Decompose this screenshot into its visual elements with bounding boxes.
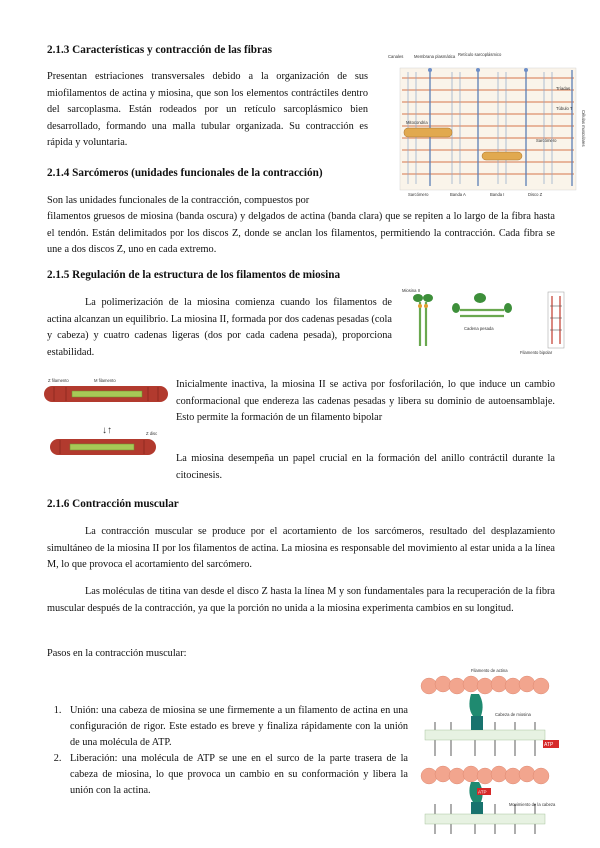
figure-sarcomere-contraction	[44, 377, 169, 463]
fig1-label-vertical: Células musculares	[581, 110, 586, 147]
fig3-label-z-disc: Z disc	[146, 431, 158, 436]
contraction-steps-list	[48, 703, 408, 799]
heading-2-1-6: 2.1.6 Contracción muscular	[47, 498, 179, 510]
fig1-label-sarcomere-right: Sarcómero	[536, 138, 557, 143]
fig3-label-z: Z filamento	[48, 378, 69, 383]
heading-2-1-3: 2.1.3 Características y contracción de las fibras	[47, 44, 272, 56]
step-release: 2. Liberación: una molécula de ATP se une en el surco de la parte trasera de la cabeza de miosina, lo que provoca un cambio en su conformación y libera la unión con la actina.	[64, 751, 408, 799]
fig1-label-z-disc: Disco Z	[528, 192, 543, 197]
fig4-label-head: Cabeza de miosina	[495, 712, 531, 717]
paragraph-fibers: Presentan estriaciones transversales debido a la organización de sus miofilamentos de actina y miosina, que son los elementos contráctiles dentro del sarcoplasma. Están rodeados por un retículo sarcoplásmico bien desarrollado, formando una malla tubular organizada. Su contracción es rápida y voluntaria.	[47, 71, 368, 148]
fig1-label-channels: Canales	[388, 54, 404, 59]
fig4-label-movement: Movimiento de la cabeza	[509, 802, 556, 807]
step-union: 1. Unión: una cabeza de miosina se une firmemente a un filamento de actina en una configuración de rigor. Este estado es breve y finaliza rápidamente con la unión de una molécula de ATP.	[64, 703, 408, 751]
paragraph-myosin-activation: Inicialmente inactiva, la miosina II se activa por fosforilación, lo que induce un cambio conformacional que endereza las cadenas pesadas y libera su dominio de autoensamblaje. Esto permite la formación de un filamento bipolar	[176, 379, 555, 423]
paragraph-titin: Las moléculas de titina van desde el disco Z hasta la línea M y son fundamentales para la recuperación de la fibra muscular después de la contracción, ya que la porción no unida a la miosina experimenta cambios en su longitud.	[47, 586, 555, 614]
fig4-atp-badge-bound: ATP	[478, 789, 487, 795]
fig4-label-actin: Filamento de actina	[471, 668, 508, 673]
fig1-label-reticulum: Retículo sarcoplásmico	[458, 52, 502, 57]
fig1-label-sarcomere: Sarcómero	[408, 192, 429, 197]
paragraph-sarcomeres-first-line: Son las unidades funcionales de la contracción, compuestos por	[47, 195, 310, 206]
fig1-label-membrane: Membrana plasmática	[414, 54, 456, 59]
paragraph-contractile-ring: La miosina desempeña un papel crucial en la formación del anillo contráctil durante la citocinesis.	[176, 453, 555, 481]
heading-2-1-5: 2.1.5 Regulación de la estructura de los filamentos de miosina	[47, 269, 341, 281]
fig1-label-mitochondria: Mitocondria	[406, 120, 428, 125]
paragraph-myosin-polymerization: La polimerización de la miosina comienza cuando los filamentos de actina alcanzan un equilibrio. La miosina II, formada por dos cadenas pesadas (cola y cabeza) y cuatro cadenas ligeras (dos por cada cadena pesada), proporciona estabilidad.	[47, 297, 392, 358]
fig1-label-triads: Tríadas	[556, 86, 571, 91]
fig2-label-myosin: Miosina II	[402, 288, 420, 293]
figure-myosin-structure	[400, 286, 590, 356]
fig1-label-t-tubule: Túbulo T	[556, 106, 573, 111]
paragraph-sarcomeres: filamentos gruesos de miosina (banda oscura) y delgados de actina (banda clara) que se repiten a lo largo de la fibra hasta el tendón. Están delimitados por los discos Z, donde se anclan los filamentos, permitiendo la contracción. Cada fibra se une a dos discos Z, uno en cada extremo.	[47, 211, 555, 255]
paragraph-contraction: La contracción muscular se produce por el acortamiento de los sarcómeros, resultado del desplazamiento simultáneo de la miosina II por los filamentos de actina. La miosina es responsable del movimiento al estar unida a la línea M, lo que provoca el acortamiento del sarcómero.	[47, 526, 555, 570]
steps-intro: Pasos en la contracción muscular:	[47, 648, 187, 659]
fig4-atp-badge: ATP	[544, 742, 554, 748]
figure-myosin-atp-cycle	[415, 664, 560, 836]
heading-2-1-4: 2.1.4 Sarcómeros (unidades funcionales de la contracción)	[47, 167, 323, 179]
fig3-arrows: ↓↑	[102, 425, 112, 436]
fig2-label-heavy-chain: Cadena pesada	[464, 326, 494, 331]
figure-muscle-fiber	[386, 50, 586, 200]
fig2-label-bipolar: Filamento bipolar	[520, 350, 553, 355]
fig1-label-band-i: Banda I	[490, 192, 505, 197]
fig1-label-band-a: Banda A	[450, 192, 466, 197]
fig3-label-m: M filamento	[94, 378, 116, 383]
